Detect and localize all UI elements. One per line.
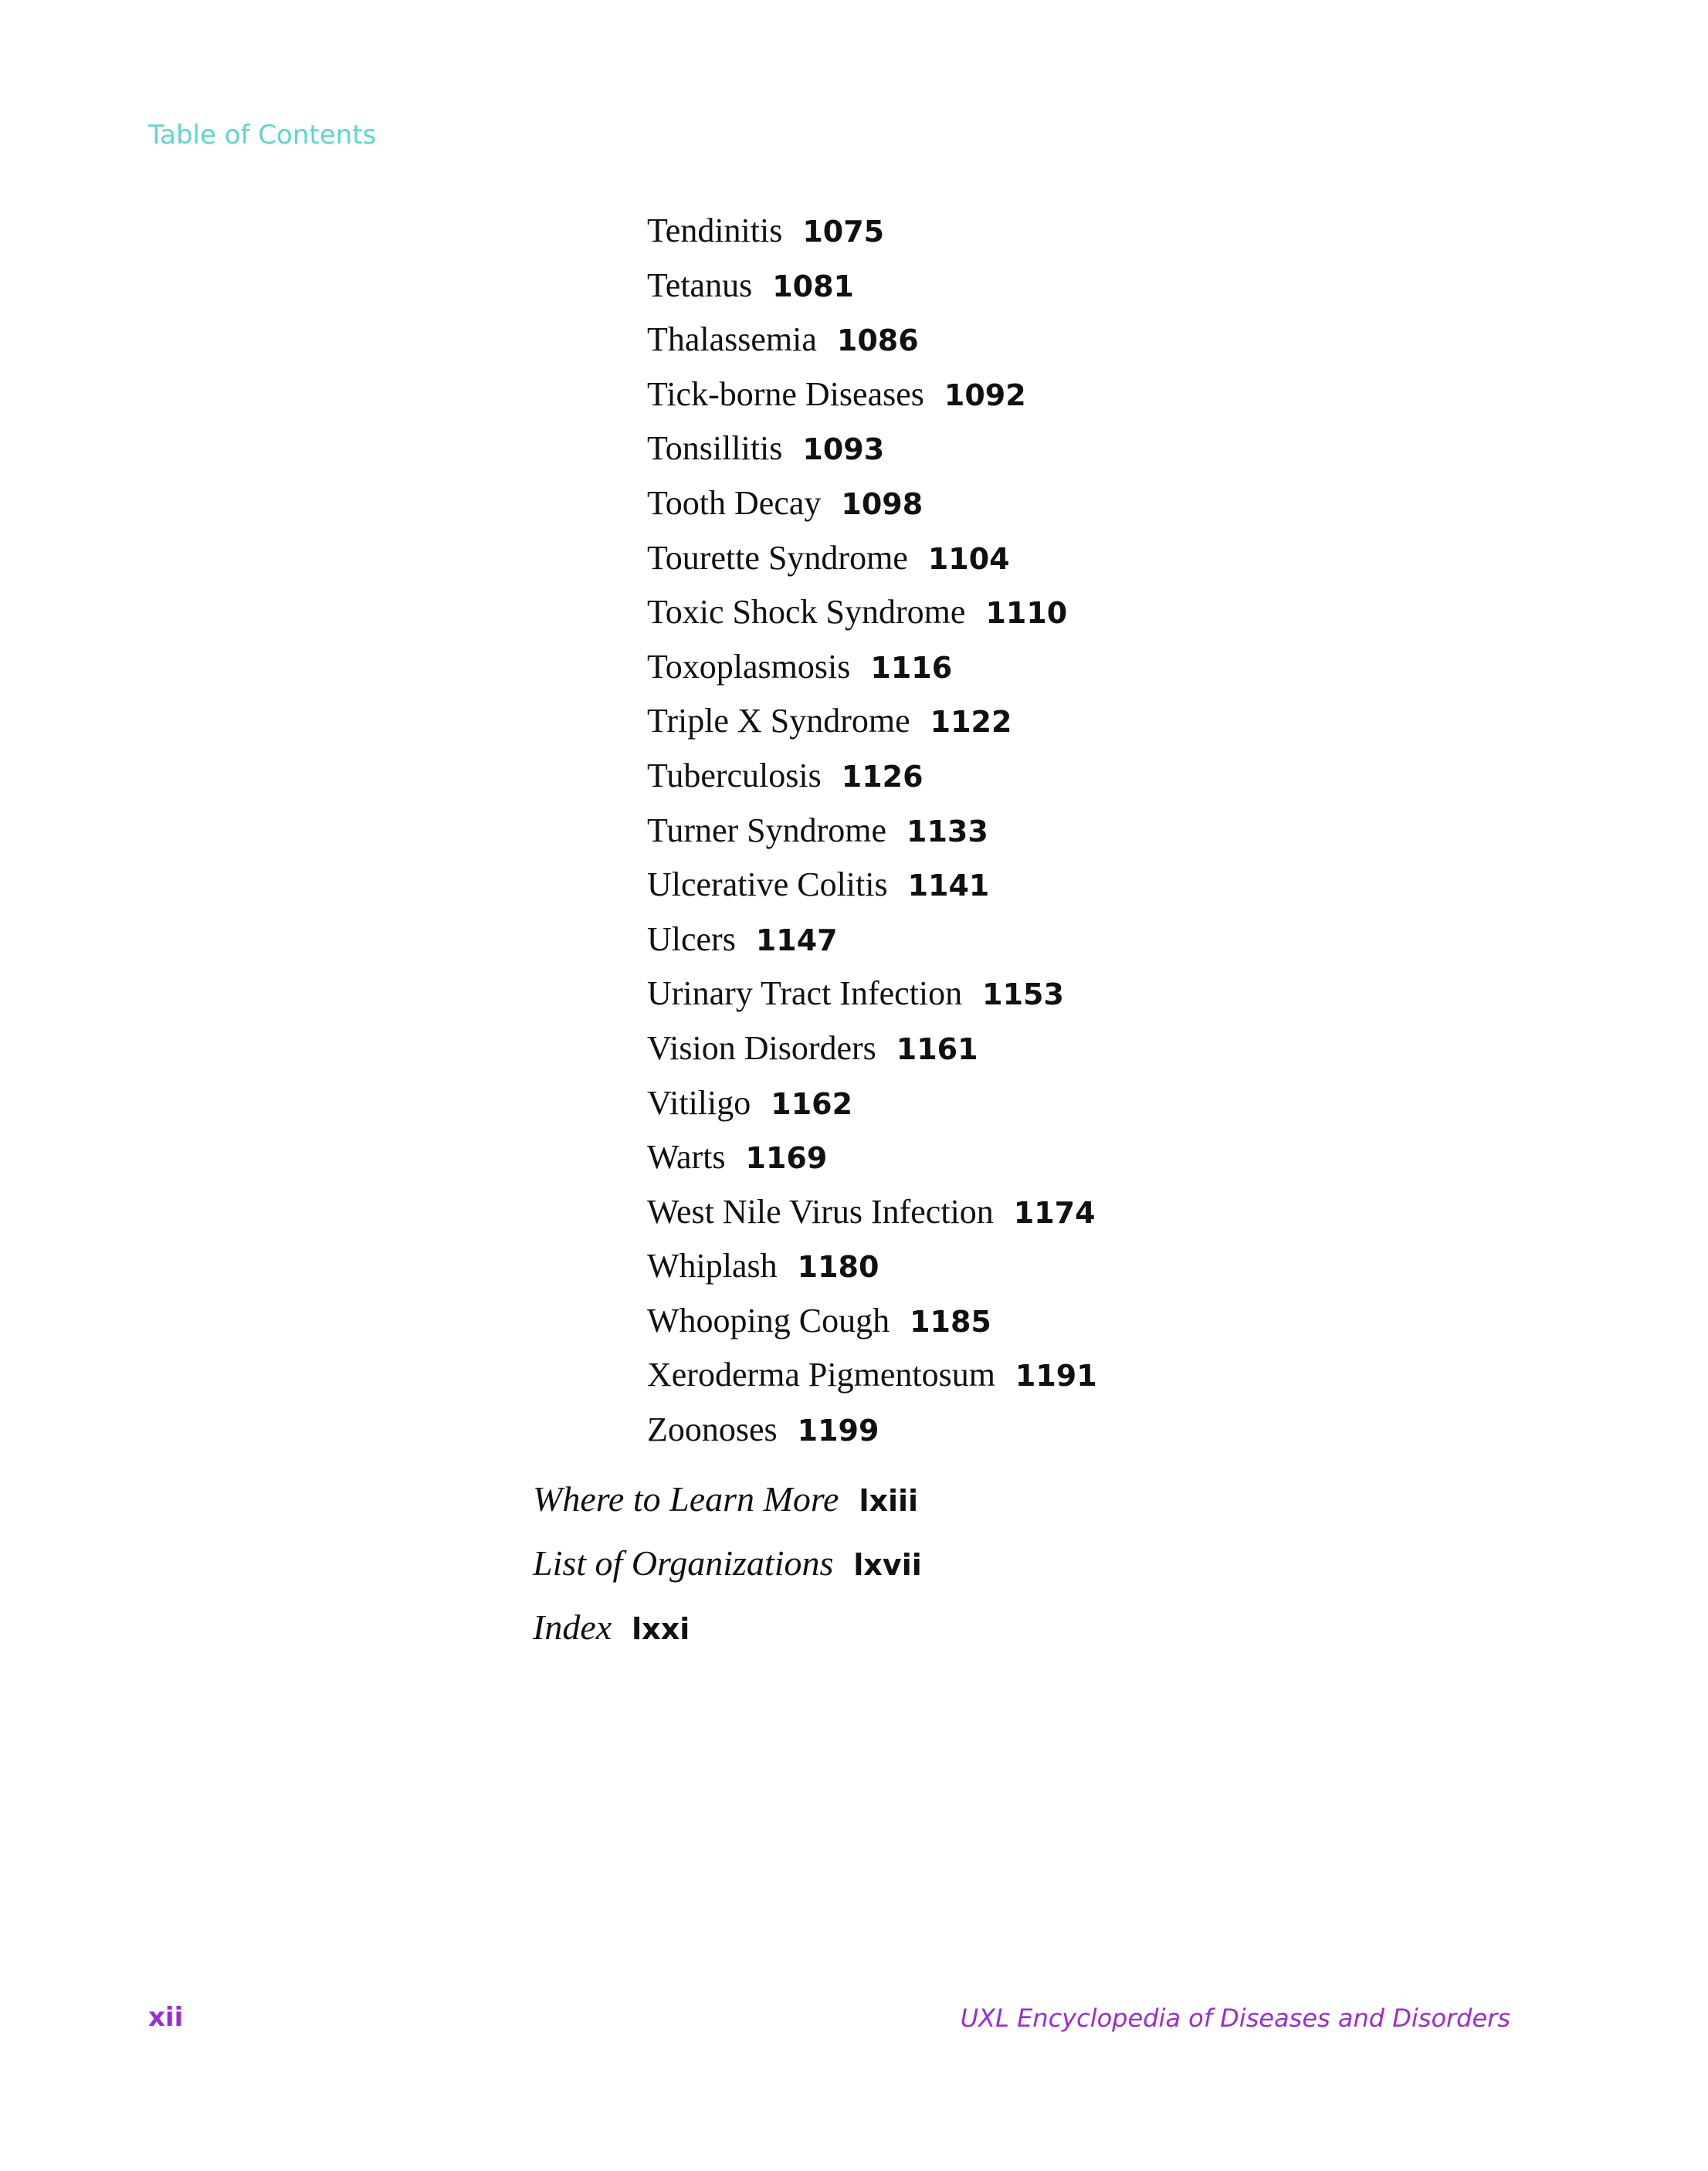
entry-page: 1104	[927, 541, 1010, 576]
entry-page: 1110	[985, 596, 1068, 631]
entry-title: Thalassemia	[647, 320, 817, 359]
entry-title: Zoonoses	[647, 1411, 778, 1449]
entry-title: Urinary Tract Infection	[647, 974, 963, 1013]
entry-page: 1098	[841, 486, 923, 521]
entry-page: 1092	[944, 378, 1026, 412]
entry-title: Whiplash	[647, 1247, 778, 1285]
toc-entry[interactable]	[647, 1021, 1097, 1076]
entry-title: Turner Syndrome	[647, 811, 887, 849]
running-head: Table of Contents	[148, 120, 377, 151]
entry-page: 1126	[841, 759, 923, 794]
toc-entry[interactable]	[647, 749, 1097, 804]
entry-page: 1093	[802, 432, 885, 467]
entry-title: West Nile Virus Infection	[647, 1192, 994, 1231]
back-matter-page: lxxi	[632, 1612, 690, 1646]
entry-page: 1141	[907, 869, 990, 903]
toc-entry-list	[647, 204, 1097, 1458]
entry-page: 1199	[797, 1414, 879, 1448]
toc-entry[interactable]	[647, 585, 1097, 640]
entry-title: Tooth Decay	[647, 483, 822, 522]
toc-entry[interactable]	[647, 259, 1097, 313]
entry-title: Xeroderma Pigmentosum	[647, 1356, 995, 1394]
entry-title: Ulcerative Colitis	[647, 865, 888, 904]
toc-entry[interactable]	[647, 1130, 1097, 1185]
toc-entry[interactable]	[647, 804, 1097, 859]
toc-entry[interactable]	[647, 313, 1097, 367]
entry-title: Ulcers	[647, 920, 736, 958]
back-matter-entry[interactable]	[533, 1467, 922, 1531]
toc-entry[interactable]	[647, 1076, 1097, 1131]
back-matter-page: lxiii	[859, 1484, 919, 1518]
entry-title: Vitiligo	[647, 1083, 751, 1122]
back-matter-entry[interactable]	[533, 1595, 922, 1659]
entry-page: 1161	[896, 1031, 978, 1066]
toc-entry[interactable]	[647, 204, 1097, 259]
entry-page: 1122	[930, 705, 1012, 740]
toc-entry[interactable]	[647, 640, 1097, 695]
entry-page: 1180	[797, 1250, 879, 1285]
entry-title: Tendinitis	[647, 212, 783, 249]
entry-title: Tetanus	[647, 266, 753, 304]
toc-entry[interactable]	[647, 1403, 1097, 1458]
entry-page: 1086	[836, 323, 919, 358]
entry-title: Toxic Shock Syndrome	[647, 593, 966, 632]
back-matter-entry[interactable]	[533, 1531, 922, 1595]
toc-entry[interactable]	[647, 367, 1097, 422]
toc-entry[interactable]	[647, 1239, 1097, 1294]
entry-page: 1133	[907, 814, 988, 848]
entry-page: 1081	[772, 269, 854, 303]
entry-title: Tick-borne Diseases	[647, 374, 924, 413]
toc-entry[interactable]	[647, 858, 1097, 913]
entry-title: Triple X Syndrome	[647, 702, 910, 740]
footer-book-title: UXL Encyclopedia of Diseases and Disorders	[960, 2003, 1510, 2033]
entry-page: 1162	[771, 1086, 853, 1121]
entry-page: 1174	[1013, 1195, 1096, 1230]
entry-title: Tonsillitis	[647, 429, 783, 468]
entry-page: 1075	[802, 215, 885, 249]
back-matter-title: Index	[533, 1607, 612, 1647]
entry-page: 1116	[870, 650, 953, 685]
toc-entry[interactable]	[647, 694, 1097, 749]
toc-entry[interactable]	[647, 967, 1097, 1021]
entry-title: Toxoplasmosis	[647, 647, 851, 686]
entry-page: 1169	[745, 1141, 828, 1176]
entry-title: Tourette Syndrome	[647, 538, 908, 577]
entry-page: 1147	[755, 923, 838, 957]
entry-title: Tuberculosis	[647, 756, 822, 794]
toc-entry[interactable]	[647, 531, 1097, 586]
back-matter-title: Where to Learn More	[533, 1479, 839, 1519]
toc-entry[interactable]	[647, 1348, 1097, 1403]
toc-entry[interactable]	[647, 422, 1097, 476]
entry-page: 1153	[982, 977, 1064, 1012]
toc-entry[interactable]	[647, 1294, 1097, 1349]
entry-title: Whooping Cough	[647, 1301, 890, 1340]
entry-title: Warts	[647, 1138, 726, 1177]
footer-page-number: xii	[148, 2002, 184, 2033]
entry-page: 1185	[910, 1304, 991, 1339]
entry-page: 1191	[1015, 1359, 1097, 1394]
back-matter-title: List of Organizations	[533, 1543, 834, 1583]
entry-title: Vision Disorders	[647, 1028, 876, 1067]
toc-entry[interactable]	[647, 1185, 1097, 1240]
toc-entry[interactable]	[647, 476, 1097, 531]
back-matter-page: lxvii	[853, 1548, 922, 1582]
back-matter-list	[533, 1467, 922, 1659]
toc-entry[interactable]	[647, 913, 1097, 967]
